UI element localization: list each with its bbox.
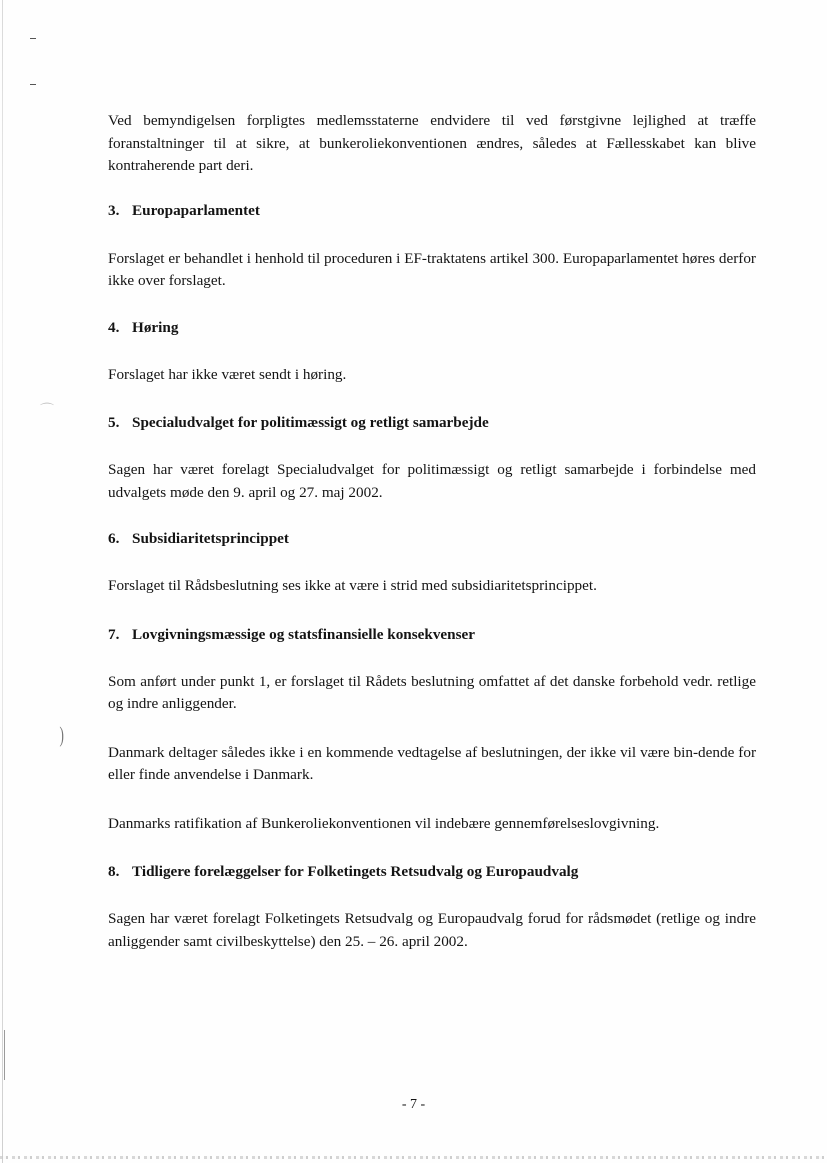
- scan-edge-artifact: [4, 1030, 5, 1080]
- section-number: 8.: [108, 863, 120, 880]
- intro-paragraph: Ved bemyndigelsen forpligtes medlemsstaterne endvidere til ved førstgivne lejlighed at træffe foranstaltninger til at sikre, at bunkeroliekonventionen ændres, således at Fællesskabet kan blive kontraherende part deri.: [108, 112, 756, 174]
- section-paragraph: Sagen har været forelagt Specialudvalget for politimæssigt og retligt samarbejde i forbindelse med udvalgets møde den 9. april og 27. maj 2002.: [108, 461, 756, 501]
- section-paragraph: Forslaget til Rådsbeslutning ses ikke at være i strid med subsidiaritetsprincippet.: [108, 577, 597, 594]
- section-heading: [108, 528, 756, 550]
- section-paragraph: Som anført under punkt 1, er forslaget til Rådets beslutning omfattet af det danske forbehold vedr. retlige og indre anliggender.: [108, 672, 756, 712]
- section-heading: [108, 412, 756, 434]
- section-heading: [108, 861, 756, 883]
- section-paragraph: Forslaget er behandlet i henhold til proceduren i EF-traktatens artikel 300. Europaparlamentet høres derfor ikke over forslaget.: [108, 249, 756, 289]
- section-6: [108, 528, 756, 598]
- scan-speck: ⌒: [40, 404, 54, 419]
- section-4: [108, 317, 756, 387]
- margin-mark: [30, 84, 36, 85]
- section-title: Specialudvalget for politimæssigt og retligt samarbejde: [132, 414, 489, 431]
- section-heading: [108, 200, 756, 222]
- section-3: [108, 200, 756, 293]
- section-heading: [108, 624, 756, 646]
- section-paragraph: Danmark deltager således ikke i en kommende vedtagelse af beslutningen, der ikke vil være bin-dende for eller finde anvendelse i Danmark.: [108, 743, 756, 783]
- section-title: Lovgivningsmæssige og statsfinansielle konsekvenser: [132, 625, 476, 643]
- section-number: 3.: [108, 201, 120, 219]
- section-number: 4.: [108, 318, 120, 336]
- section-number: 5.: [108, 414, 120, 431]
- section-number: 7.: [108, 625, 120, 643]
- section-paragraph: Danmarks ratifikation af Bunkeroliekonventionen vil indebære gennemførelseslovgivning.: [108, 814, 660, 832]
- section-title: Høring: [132, 318, 179, 336]
- section-title: Tidligere forelæggelser for Folketingets Retsudvalg og Europaudvalg: [132, 863, 579, 880]
- scan-edge-artifact: [2, 0, 3, 1163]
- scan-bottom-artifact: [0, 1156, 827, 1159]
- section-5: [108, 412, 756, 504]
- section-8: [108, 861, 756, 953]
- section-7: [108, 624, 756, 836]
- section-heading: [108, 317, 756, 339]
- section-paragraph: Sagen har været forelagt Folketingets Retsudvalg og Europaudvalg forud for rådsmødet (retlige og indre anliggender samt civilbeskyttelse) den 25. – 26. april 2002.: [108, 910, 756, 950]
- page-number: - 7 -: [401, 1097, 426, 1112]
- section-title: Subsidiaritetsprincippet: [132, 530, 289, 547]
- document-body: [108, 110, 756, 953]
- section-paragraph: Forslaget har ikke været sendt i høring.: [108, 365, 347, 383]
- margin-mark: [30, 38, 36, 39]
- scan-speck: ): [59, 722, 64, 747]
- section-number: 6.: [108, 530, 120, 547]
- section-title: Europaparlamentet: [132, 201, 260, 219]
